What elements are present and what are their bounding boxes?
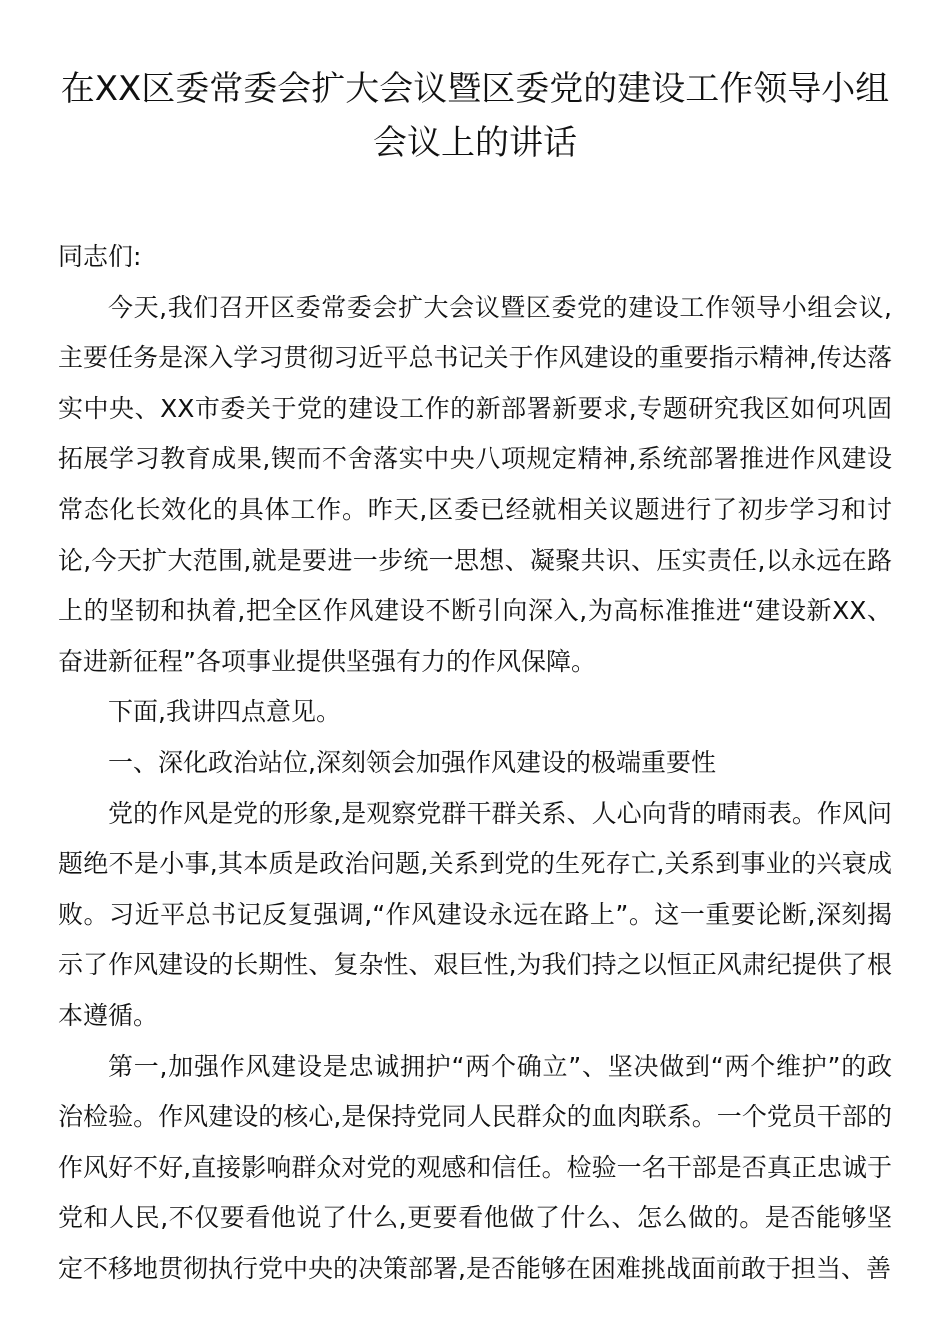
paragraph-intro: 今天,我们召开区委常委会扩大会议暨区委党的建设工作领导小组会议,主要任务是深入学习贯彻习近平总书记关于作风建设的重要指示精神,传达落实中央、XX市委关于党的建设工作的新部署新要求,专题研究我区如何巩固拓展学习教育成果,锲而不舍落实中央八项规定精神,系统部署推进作风建设常态化长效化的具体工作。昨天,区委已经就相关议题进行了初步学习和讨论,今天扩大范围,就是要进一步统一思想、凝聚共识、压实责任,以永远在路上的坚韧和执着,把全区作风建设不断引向深入,为高标准推进“建设新XX、奋进新征程”各项事业提供坚强有力的作风保障。 [58,292,892,676]
section-heading-1: 一、深化政治站位,深刻领会加强作风建设的极端重要性 [108,747,716,777]
document-title: 在XX区委常委会扩大会议暨区委党的建设工作领导小组会议上的讲话 [60,69,890,163]
paragraph-section-1: 党的作风是党的形象,是观察党群干群关系、人心向背的晴雨表。作风问题绝不是小事,其本质是政治问题,关系到党的生死存亡,关系到事业的兴衰成败。习近平总书记反复强调,“作风建设永远在路上”。这一重要论断,深刻揭示了作风建设的长期性、复杂性、艰巨性,为我们持之以恒正风肃纪提供了根本遵循。 [58,798,892,1030]
document-page [58,62,892,1294]
document-body [58,232,892,1294]
paragraph-outline: 下面,我讲四点意见。 [108,697,341,727]
salutation: 同志们: [58,242,142,271]
paragraph-first-point: 第一,加强作风建设是忠诚拥护“两个确立”、坚决做到“两个维护”的政治检验。作风建设的核心,是保持党同人民群众的血肉联系。一个党员干部的作风好不好,直接影响群众对党的观感和信任。检验一名干部是否真正忠诚于党和人民,不仅要看他说了什么,更要看他做了什么、怎么做的。是否能够坚定不移地贯彻执行党中央的决策部署,是否能够在困难挑战面前敢于担当、善 [58,1051,892,1283]
